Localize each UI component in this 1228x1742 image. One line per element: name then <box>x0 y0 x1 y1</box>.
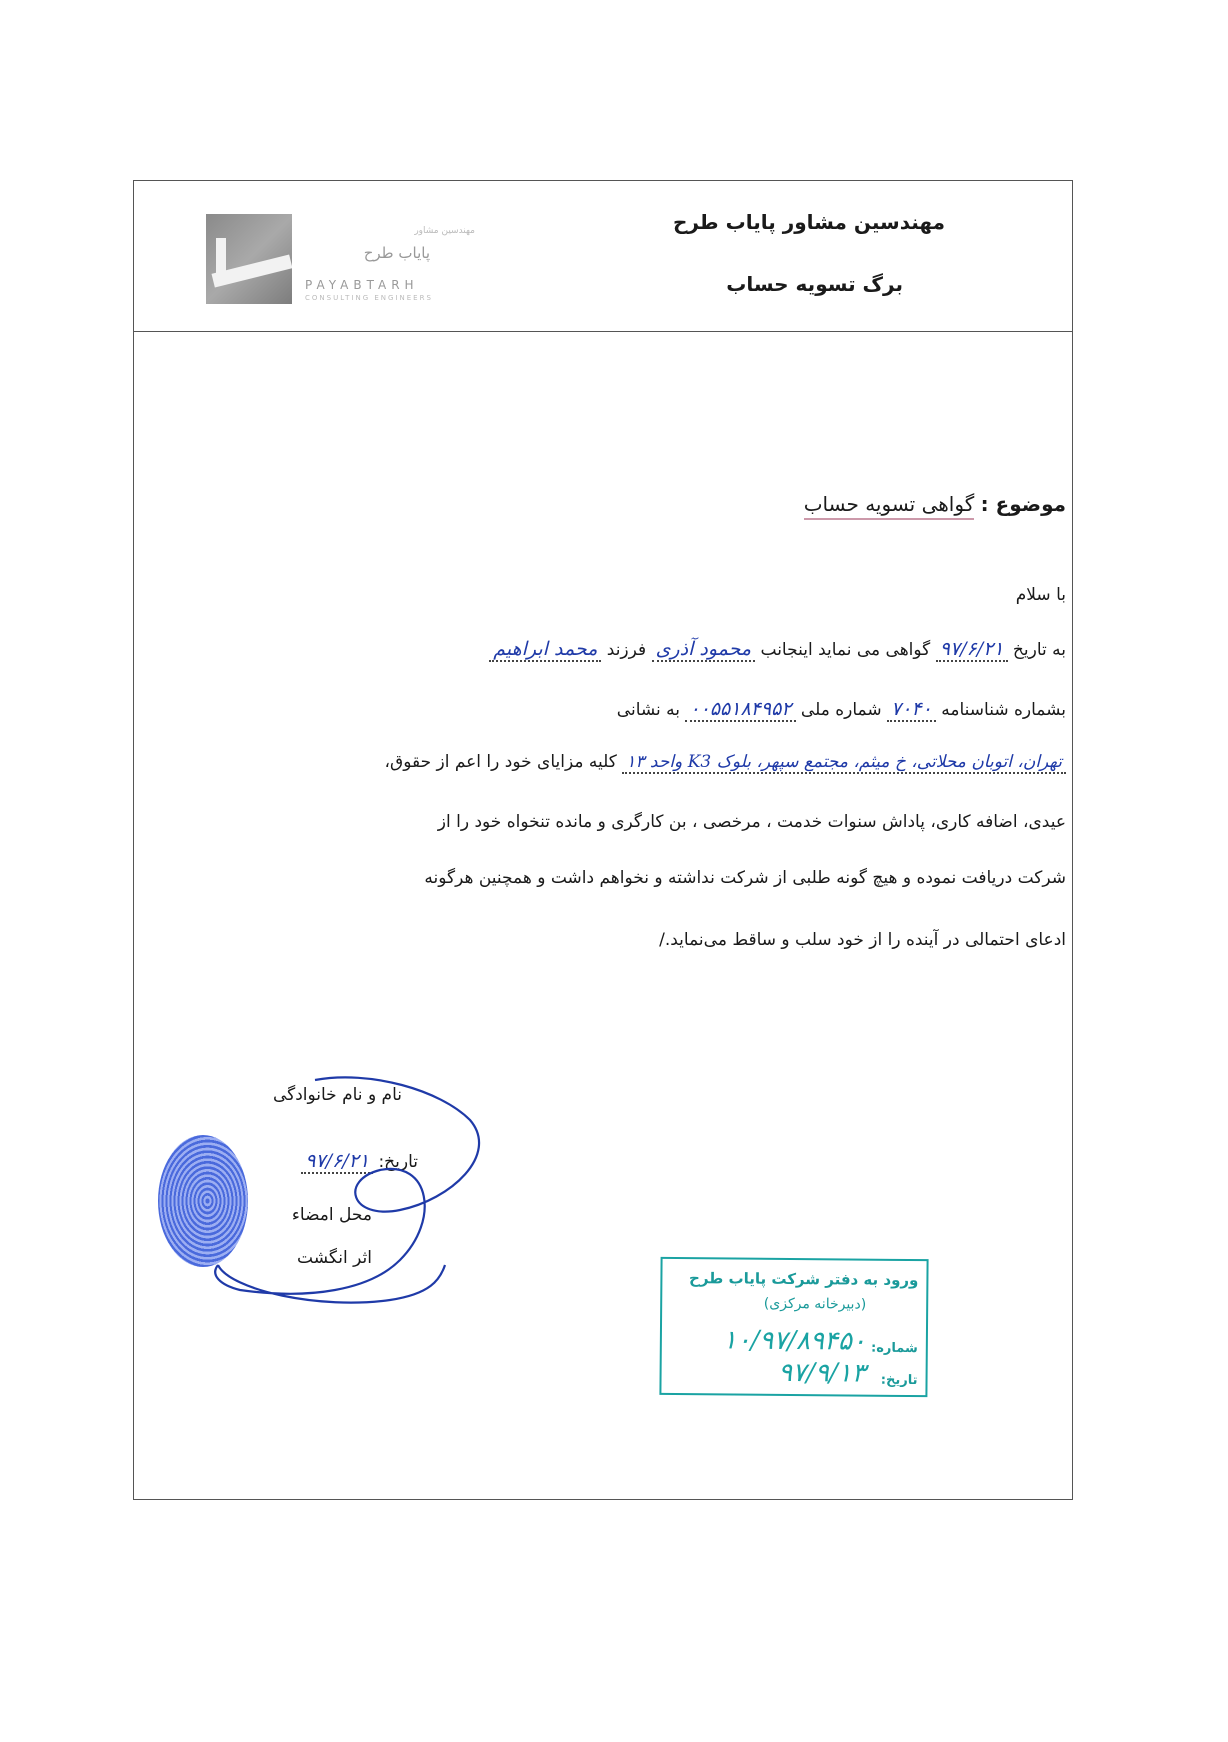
child-of-label: فرزند <box>606 640 647 660</box>
form-title: برگ تسویه حساب <box>726 272 903 296</box>
logo-subtitle-fa: مهندسین مشاور <box>414 226 475 236</box>
stamp-subtitle: (دبیرخانه مرکزی) <box>763 1295 867 1313</box>
certify-text: گواهی می نماید اینجانب <box>760 640 931 660</box>
body-line-5: شرکت دریافت نموده و هیچ گونه طلبی از شرکت نداشته و نخواهم داشت و همچنین هرگونه <box>424 868 1066 888</box>
greeting: با سلام <box>1015 585 1066 605</box>
id-number-label: بشماره شناسنامه <box>941 700 1066 720</box>
signature-date-label: تاریخ: <box>378 1152 418 1172</box>
handwritten-date: ۹۷/۶/۲۱ <box>939 638 1004 660</box>
address-label: به نشانی <box>616 700 681 720</box>
body-line-6: ادعای احتمالی در آینده را از خود سلب و ساقط می‌نماید./ <box>659 930 1066 950</box>
subject-value: گواهی تسویه حساب <box>804 492 975 520</box>
thumbprint-label: اثر انگشت <box>297 1248 372 1268</box>
handwritten-national-code: ۰۰۵۵۱۸۴۹۵۲ <box>689 698 792 720</box>
national-code-label: شماره ملی <box>800 700 882 720</box>
benefits-text: کلیه مزایای خود را اعم از حقوق، <box>384 752 617 772</box>
subject-line <box>700 492 1066 516</box>
sign-place-label: محل امضاء <box>291 1205 372 1225</box>
logo-subtitle-en: CONSULTING ENGINEERS <box>305 294 433 302</box>
office-receipt-stamp <box>659 1257 928 1397</box>
stamp-number-value: ۱۰/۹۷/۸۹۴۵۰ <box>722 1325 867 1357</box>
logo-text-fa: پایاب طرح <box>363 244 430 262</box>
handwritten-father-name: محمد ابراهیم <box>493 638 598 660</box>
company-logo-icon <box>206 214 292 304</box>
stamp-title: ورود به دفتر شرکت پایاب طرح <box>688 1269 919 1290</box>
body-line-1 <box>200 638 1066 662</box>
header-divider <box>133 331 1073 332</box>
handwritten-address: تهران، اتوبان محلاتی، خ میثم، مجتمع سپهر، بلوک K3 واحد ۱۳ <box>626 752 1062 772</box>
signature-icon <box>200 1060 500 1320</box>
stamp-number-label: شماره: <box>871 1340 918 1357</box>
handwritten-name: محمود آذری <box>655 638 752 660</box>
name-label: نام و نام خانوادگی <box>272 1085 402 1105</box>
stamp-date-label: تاریخ: <box>880 1372 918 1389</box>
stamp-date-value: ۹۷/۹/۱۳ <box>778 1357 866 1389</box>
company-name: مهندسین مشاور پایاب طرح <box>672 210 945 234</box>
body-line-3 <box>200 752 1066 774</box>
logo-text-en: PAYABTARH <box>305 278 419 292</box>
date-prefix: به تاریخ <box>1012 640 1066 660</box>
subject-label: موضوع : <box>980 492 1066 516</box>
handwritten-signature-date: ۹۷/۶/۲۱ <box>305 1150 370 1172</box>
body-line-2 <box>200 698 1066 722</box>
body-line-4: عیدی، اضافه کاری، پاداش سنوات خدمت ، مرخصی ، بن کارگری و مانده تنخواه خود را از <box>437 812 1066 832</box>
handwritten-id-number: ۷۰۴۰ <box>891 698 932 720</box>
